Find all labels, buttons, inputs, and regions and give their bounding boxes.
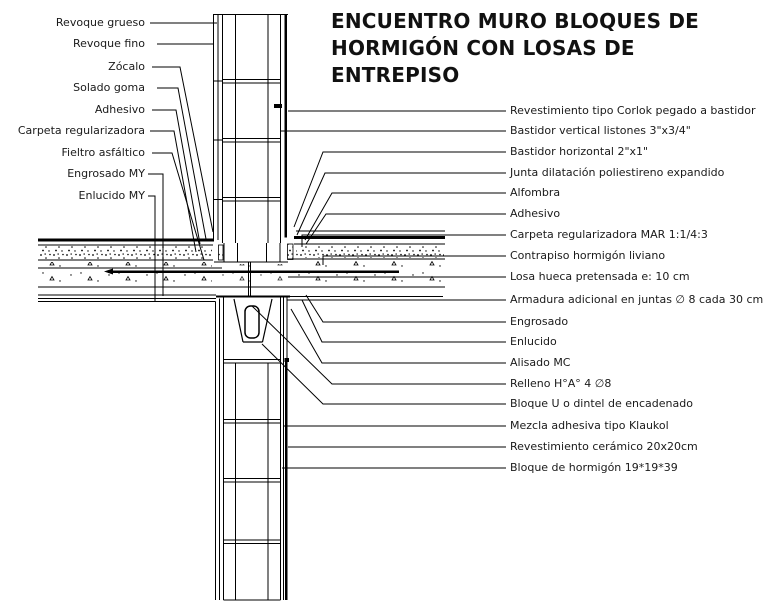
label-adhesivo-right: Adhesivo [510,207,561,220]
label-relleno: Relleno H°A° 4 ∅8 [510,377,612,390]
label-revoque-fino: Revoque fino [72,37,145,50]
label-bloque-hormigon: Bloque de hormigón 19*19*39 [510,461,678,474]
label-alisado-mc: Alisado MC [510,356,571,369]
label-bastidor-vertical: Bastidor vertical listones 3"x3/4" [510,124,691,137]
label-alfombra: Alfombra [510,186,561,199]
leader-bastidor-horizontal [294,152,506,227]
label-zocalo: Zócalo [108,60,145,73]
label-enlucido-my: Enlucido MY [78,189,145,202]
ceiling-lines-left [38,295,216,302]
title-line-3: ENTREPISO [331,63,460,87]
right-leader-lines [252,111,506,468]
label-carpeta-regularizadora: Carpeta regularizadora [17,124,145,137]
label-revestimiento-corlok: Revestimiento tipo Corlok pegado a bastidor [510,104,756,117]
label-mezcla-klaukol: Mezcla adhesiva tipo Klaukol [510,419,669,432]
label-carpeta-mar: Carpeta regularizadora MAR 1:1/4:3 [510,228,708,241]
solid-markers [104,104,289,362]
junta-strip-right [288,244,294,260]
leader-fieltro [152,153,204,260]
label-armadura-adicional: Armadura adicional en juntas ∅ 8 cada 30 cm [510,293,764,306]
upper-block-wall-lines [223,15,281,244]
leader-adhesivo-right [306,214,506,244]
label-enlucido: Enlucido [510,335,557,348]
junta-strip-left [219,245,224,260]
ceiling-lines-right [287,297,443,301]
leader-bloque-u [262,344,506,404]
leader-zocalo [152,67,213,232]
label-revestimiento-ceramico: Revestimiento cerámico 20x20cm [510,440,698,453]
label-solado-goma: Solado goma [73,81,145,94]
leader-marker-corlok [274,104,282,108]
label-losa-hueca: Losa hueca pretensada e: 10 cm [510,270,690,283]
label-junta-dilatacion: Junta dilatación poliestireno expandido [510,166,725,179]
leader-alfombra [305,193,506,240]
block-joints-upper [213,80,281,202]
label-adhesivo-left: Adhesivo [94,103,145,116]
label-bastidor-horizontal: Bastidor horizontal 2"x1" [510,145,649,158]
left-leader-lines [148,23,217,301]
carpeta-stipple-bands [40,244,444,260]
label-engrosado: Engrosado [510,315,569,328]
label-engrosado-my: Engrosado MY [67,167,145,180]
leader-enlucido [302,300,506,342]
contrapiso-speckle-zone [40,261,443,286]
drawing-title [331,8,731,89]
label-contrapiso: Contrapiso hormigón liviano [510,249,666,262]
revoque-lines-lower [216,299,220,601]
leader-marker-ceramico [285,358,290,362]
leader-junta [297,173,506,235]
block-joints-lower [224,360,281,601]
label-bloque-u: Bloque U o dintel de encadenado [510,397,693,410]
title-line-1: ENCUENTRO MURO BLOQUES DE [331,9,700,33]
revoque-lines-upper [214,15,219,241]
title-line-2: HORMIGÓN CON LOSAS DE [331,36,635,60]
leader-alisado [291,309,506,363]
leader-solado-goma [157,88,206,239]
leader-engrosado [306,295,506,322]
label-fieltro-asfaltico: Fieltro asfáltico [61,146,145,159]
label-revoque-grueso: Revoque grueso [55,16,145,29]
